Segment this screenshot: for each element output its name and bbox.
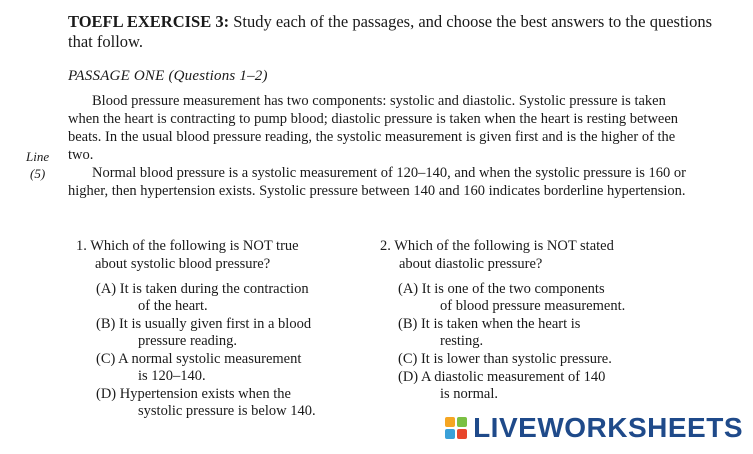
option-text-line2: is 120–140. bbox=[138, 368, 206, 384]
passage-title: PASSAGE ONE (Questions 1–2) bbox=[68, 68, 268, 84]
question-1-prompt-line1: Which of the following is NOT true bbox=[90, 238, 299, 254]
exercise-heading-text: Study each of the passages, and choose the best answers to the questions that follow. bbox=[68, 12, 713, 51]
question-2-option-c[interactable] bbox=[398, 351, 612, 368]
option-text-line2: systolic pressure is below 140. bbox=[138, 403, 316, 419]
option-letter: (B) bbox=[398, 316, 418, 332]
question-2-prompt-line2: about diastolic pressure? bbox=[399, 256, 543, 272]
logo-tile-e bbox=[457, 429, 467, 439]
passage-paragraph-1 bbox=[68, 92, 688, 164]
question-1 bbox=[76, 237, 299, 273]
logo-tile-v bbox=[445, 429, 455, 439]
option-text-line2: is normal. bbox=[440, 386, 498, 402]
question-1-option-d[interactable] bbox=[96, 386, 316, 420]
question-2-option-b[interactable] bbox=[398, 316, 580, 350]
question-2-option-a[interactable] bbox=[398, 281, 625, 315]
passage-paragraph-2 bbox=[68, 164, 688, 200]
passage-paragraph-1-text: Blood pressure measurement has two components: systolic and diastolic. Systolic pressure is taken when the heart is contracting to pump blood; diastolic pressure is taken when the heart is resting between beats. In the usual blood pressure reading, the systolic measurement is given first and is the higher of the two. bbox=[68, 93, 679, 163]
option-text-line2: pressure reading. bbox=[138, 333, 238, 349]
question-1-option-a[interactable] bbox=[96, 281, 309, 315]
option-letter: (A) bbox=[96, 281, 117, 297]
passage-paragraph-2-text: Normal blood pressure is a systolic measurement of 120–140, and when the systolic pressure is 160 or higher, then hypertension exists. Systolic pressure between 140 and 160 indicates borderline hypertension. bbox=[68, 165, 686, 199]
logo-text: LIVEWORKSHEETS bbox=[473, 412, 743, 443]
question-1-number: 1. bbox=[76, 238, 87, 254]
question-1-option-b[interactable] bbox=[96, 316, 311, 350]
option-text-line1: It is usually given first in a blood bbox=[118, 316, 312, 332]
option-letter: (D) bbox=[398, 369, 419, 385]
option-text-line1: A normal systolic measurement bbox=[118, 351, 302, 367]
exercise-heading bbox=[68, 12, 728, 52]
exercise-heading-label: TOEFL EXERCISE 3: bbox=[68, 12, 230, 31]
option-letter: (A) bbox=[398, 281, 419, 297]
option-text-line1: Hypertension exists when the bbox=[119, 386, 291, 402]
question-1-prompt-line2: about systolic blood pressure? bbox=[95, 256, 271, 272]
liveworksheets-logo bbox=[445, 412, 743, 444]
line-label: Line bbox=[26, 149, 50, 164]
logo-mark-icon bbox=[445, 417, 467, 439]
option-text-line2: of the heart. bbox=[138, 298, 208, 314]
question-2-option-d[interactable] bbox=[398, 369, 605, 403]
question-1-option-c[interactable] bbox=[96, 351, 301, 385]
logo-tile-i bbox=[457, 417, 467, 427]
option-text-line2: resting. bbox=[440, 333, 484, 349]
question-2 bbox=[380, 237, 614, 273]
line-number: (5) bbox=[30, 166, 46, 181]
option-letter: (B) bbox=[96, 316, 116, 332]
question-2-number: 2. bbox=[380, 238, 391, 254]
question-2-prompt-line1: Which of the following is NOT stated bbox=[394, 238, 614, 254]
option-text-line1: It is one of the two components bbox=[421, 281, 605, 297]
option-text-line1: A diastolic measurement of 140 bbox=[420, 369, 606, 385]
option-text-line1: It is lower than systolic pressure. bbox=[420, 351, 612, 367]
option-text-line1: It is taken during the contraction bbox=[119, 281, 309, 297]
option-letter: (C) bbox=[398, 351, 418, 367]
question-1-prompt bbox=[76, 237, 299, 255]
option-letter: (C) bbox=[96, 351, 116, 367]
logo-tile-l bbox=[445, 417, 455, 427]
option-letter: (D) bbox=[96, 386, 117, 402]
question-2-prompt bbox=[380, 237, 614, 255]
option-text-line1: It is taken when the heart is bbox=[420, 316, 581, 332]
option-text-line2: of blood pressure measurement. bbox=[440, 298, 626, 314]
